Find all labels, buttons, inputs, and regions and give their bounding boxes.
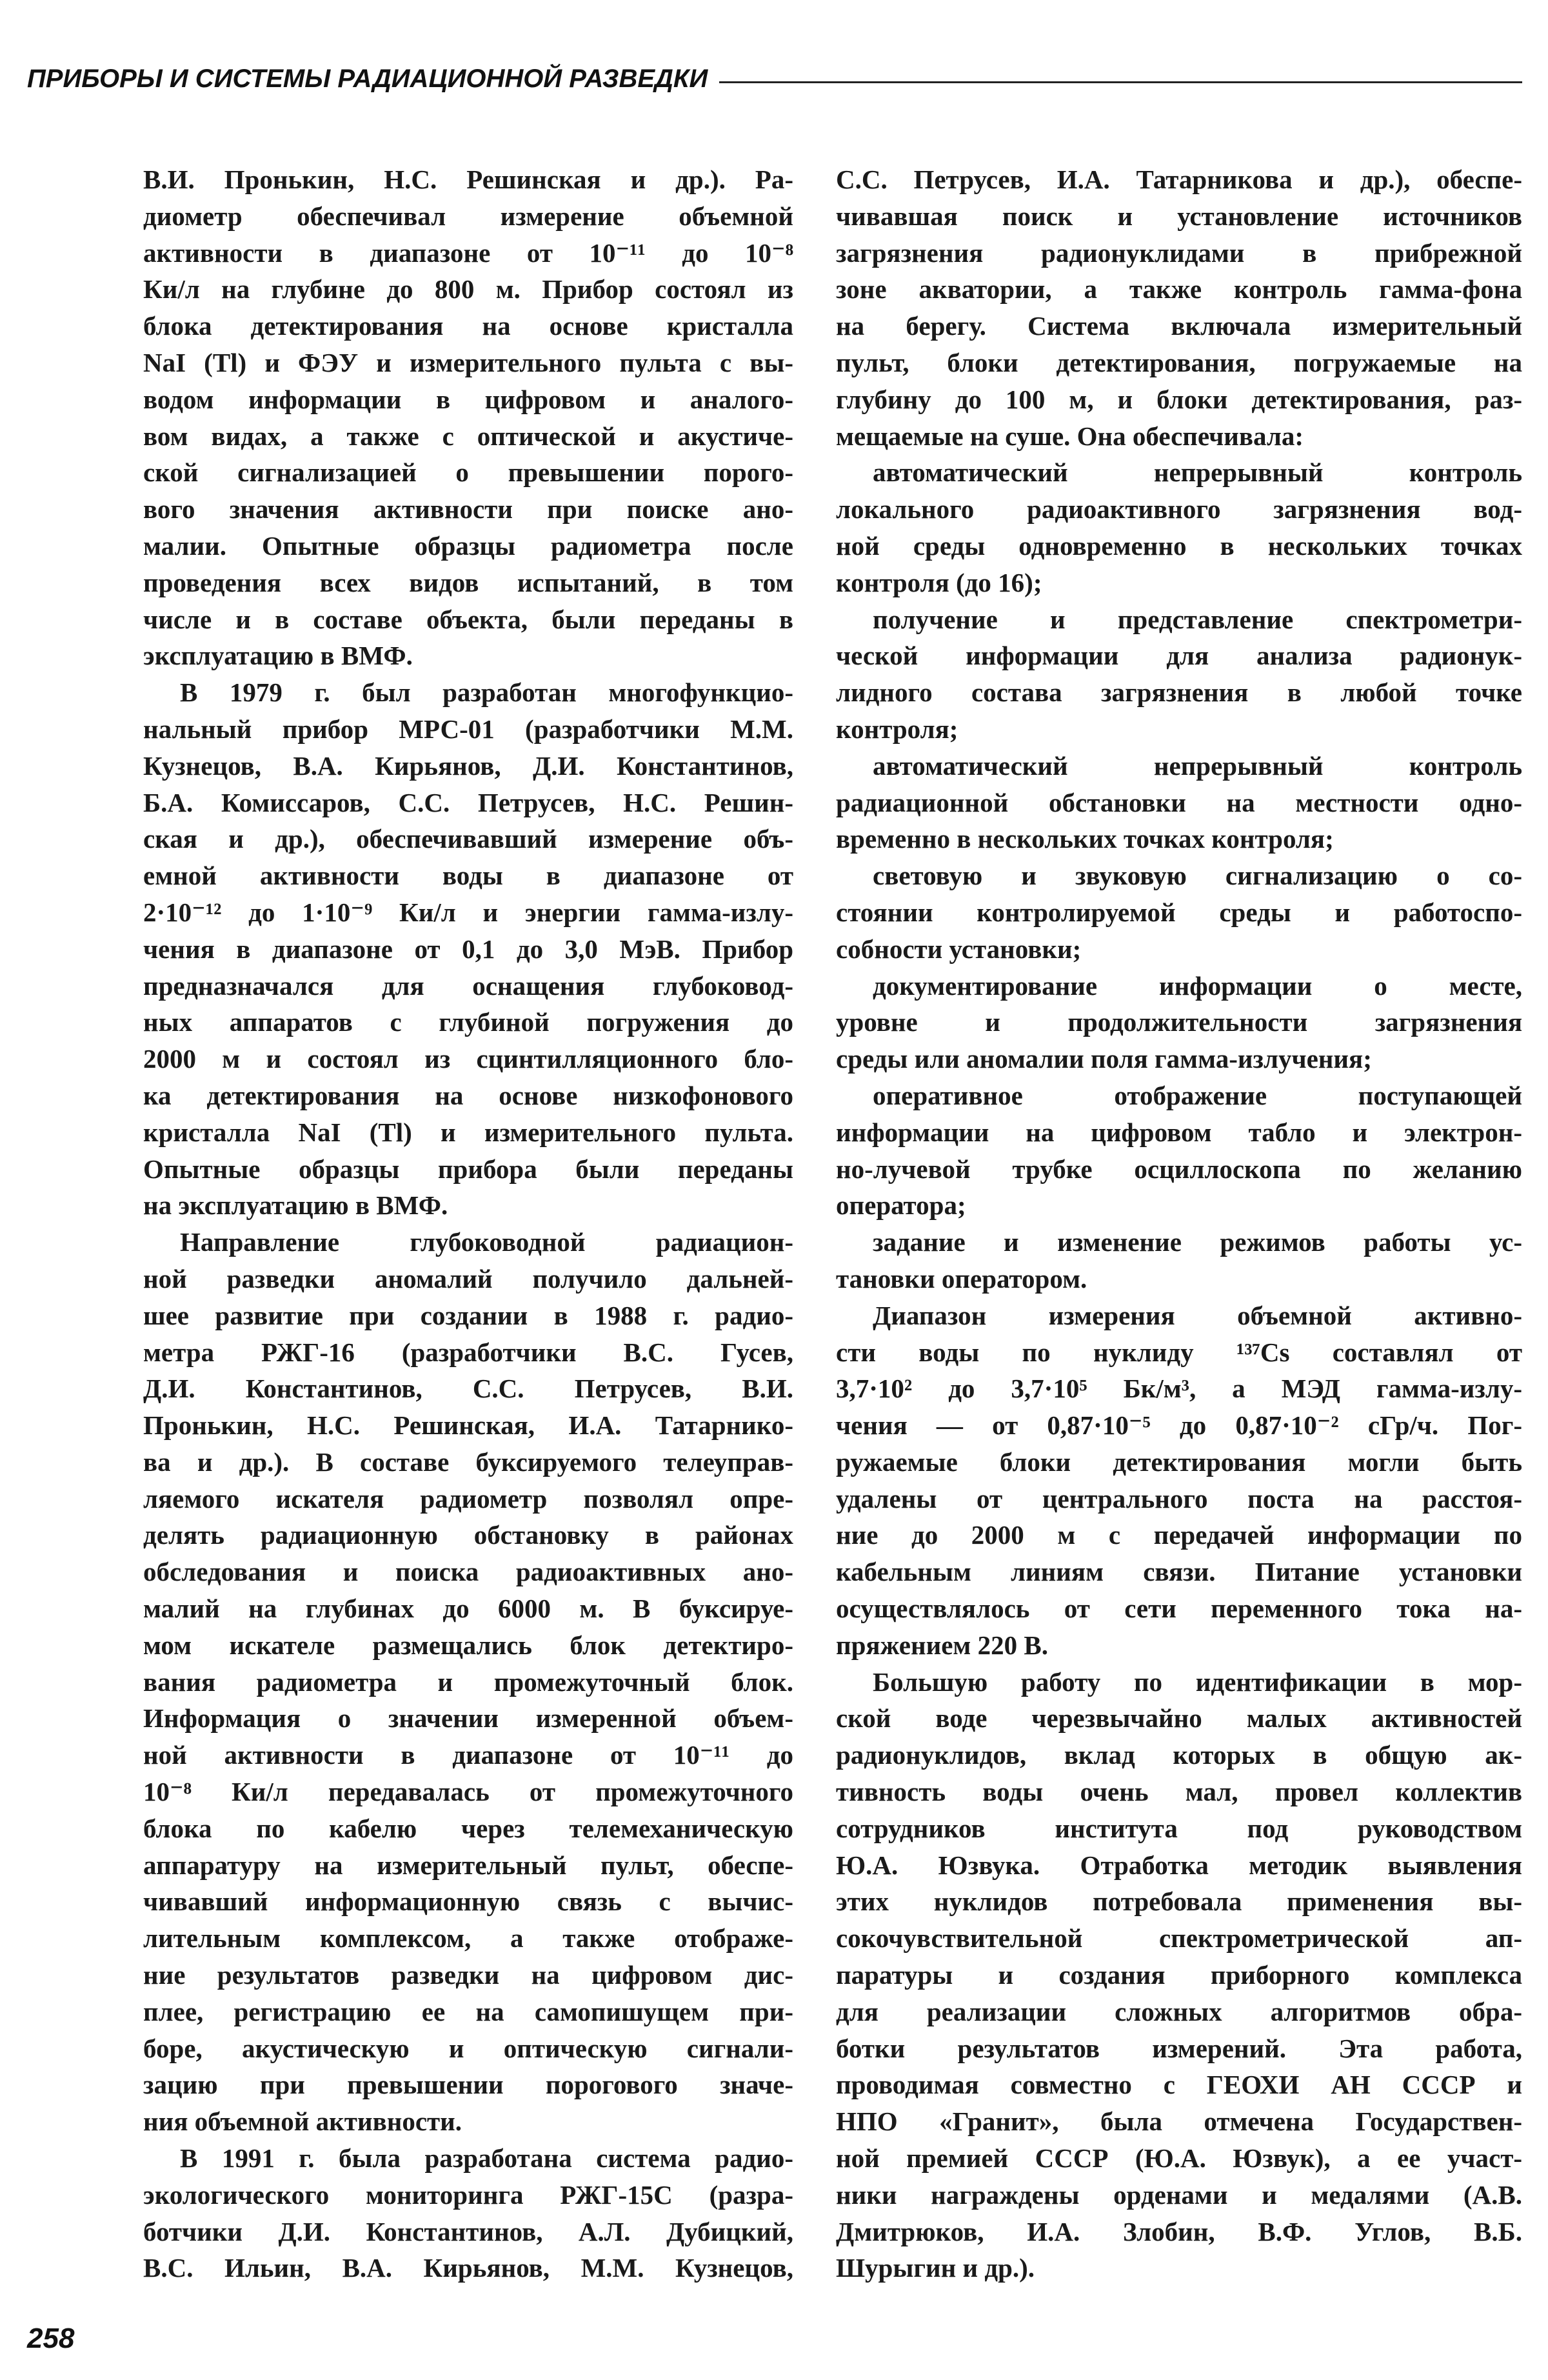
text-line: 10⁻⁸ Ки/л передавалась от промежуточного [143,1777,793,1807]
text-line: ние результатов разведки на цифровом дис- [143,1960,793,1990]
text-line: пряжением 220 В. [836,1630,1048,1660]
text-line: В 1991 г. была разработана система радио- [180,2143,793,2174]
text-line: удалены от центрального поста на расстоя- [836,1483,1522,1514]
text-line: плее, регистрацию ее на самопишущем при- [143,1996,793,2026]
text-line: Пронькин, Н.С. Решинская, И.А. Татарнико- [143,1410,793,1441]
text-line: ботки результатов измерений. Эта работа, [836,2033,1522,2063]
text-line: ской сигнализацией о превышении порого- [143,457,793,488]
text-line: тивность воды очень мал, провел коллектив [836,1777,1522,1807]
text-line: автоматический непрерывный контроль [873,750,1522,781]
text-line: радионуклидов, вклад которых в общую ак- [836,1740,1522,1770]
text-line: ва и др.). В составе буксируемого телеуправ- [143,1446,793,1477]
text-line: мом искателе размещались блок детектиро- [143,1630,793,1660]
text-line: задание и изменение режимов работы ус- [873,1227,1522,1257]
text-line: Информация о значении измеренной объем- [143,1703,793,1734]
text-line: предназначался для оснащения глубоковод- [143,970,793,1001]
paragraph [836,1664,1522,2287]
text-line: боре, акустическую и оптическую сигнали- [143,2033,793,2063]
header-rule-divider [719,81,1522,83]
text-line: локального радиоактивного загрязнения вод- [836,494,1522,525]
paragraph [143,674,793,1224]
text-line: чивавший информационную связь с вычис- [143,1886,793,1917]
text-line: ская и др.), обеспечивавший измерение объ- [143,824,793,854]
paragraph [143,1224,793,2140]
text-line: ной активности в диапазоне от 10⁻¹¹ до [143,1740,793,1770]
text-line: блока по кабелю через телемеханическую [143,1813,793,1843]
text-line: контроля; [836,714,958,744]
paragraph [836,161,1522,454]
text-line: ляемого искателя радиометр позволял опре- [143,1483,793,1514]
text-line: числе и в составе объекта, были переданы в [143,604,793,634]
text-line: В.И. Пронькин, Н.С. Решинская и др.). Ра- [143,165,793,194]
text-line: активности в диапазоне от 10⁻¹¹ до 10⁻⁸ [143,237,793,268]
text-line: чения в диапазоне от 0,1 до 3,0 МэВ. Прибор [143,934,793,964]
text-line: кристалла NaI (Tl) и измерительного пульта. [143,1117,793,1147]
paragraph [836,454,1522,601]
text-line: ружаемые блоки детектирования могли быть [836,1446,1522,1477]
text-line: этих нуклидов потребовала применения вы- [836,1886,1522,1917]
text-line: делять радиационную обстановку в районах [143,1520,793,1550]
text-line: сти воды по нуклиду ¹³⁷Cs составлял от [836,1337,1522,1367]
text-line: 2000 м и состоял из сцинтилляционного бло- [143,1044,793,1074]
text-line: метра РЖГ-16 (разработчики В.С. Гусев, [143,1337,793,1367]
text-line: вом видах, а также с оптической и акустиче- [143,421,793,451]
text-line: получение и представление спектрометри- [873,604,1522,634]
text-line: глубину до 100 м, и блоки детектирования, раз- [836,384,1522,414]
text-line: аппаратуру на измерительный пульт, обеспе- [143,1850,793,1880]
text-line: кабельным линиям связи. Питание установки [836,1557,1522,1587]
text-column-right [836,161,1522,2286]
text-line: С.С. Петрусев, И.А. Татарникова и др.), обеспе- [836,165,1522,194]
text-line: автоматический непрерывный контроль [873,457,1522,488]
paragraph [836,1077,1522,1224]
text-line: на эксплуатацию в ВМФ. [143,1190,448,1221]
text-line: собности установки; [836,934,1082,964]
text-line: лидного состава загрязнения в любой точке [836,677,1522,708]
text-line: тановки оператором. [836,1263,1087,1294]
text-line: шее развитие при создании в 1988 г. радио- [143,1300,793,1330]
text-line: ка детектирования на основе низкофонового [143,1080,793,1110]
text-line: блока детектирования на основе кристалла [143,311,793,341]
text-line: световую и звуковую сигнализацию о со- [873,861,1522,891]
text-line: Опытные образцы прибора были переданы [143,1154,793,1184]
text-line: вания радиометра и промежуточный блок. [143,1666,793,1697]
text-line: ческой информации для анализа радионук- [836,641,1522,671]
paragraph [836,1224,1522,1297]
text-line: уровне и продолжительности загрязнения [836,1007,1522,1037]
running-header-title: ПРИБОРЫ И СИСТЕМЫ РАДИАЦИОННОЙ РАЗВЕДКИ [27,64,708,93]
text-line: NaI (Tl) и ФЭУ и измерительного пульта с вы- [143,347,793,377]
text-line: емной активности воды в диапазоне от [143,861,793,891]
text-line: В.С. Ильин, В.А. Кирьянов, М.М. Кузнецов, [143,2253,793,2283]
text-line: ной премией СССР (Ю.А. Юзвук), а ее участ- [836,2143,1522,2174]
text-line: ния объемной активности. [143,2106,462,2137]
text-line: загрязнения радионуклидами в прибрежной [836,237,1522,268]
text-line: Диапазон измерения объемной активно- [873,1300,1522,1330]
text-line: ной разведки аномалий получило дальней- [143,1263,793,1294]
text-line: малии. Опытные образцы радиометра после [143,530,793,561]
paragraph [836,1297,1522,1664]
text-line: паратуры и создания приборного комплекса [836,1960,1522,1990]
text-line: ботчики Д.И. Константинов, А.Л. Дубицкий, [143,2216,793,2246]
text-line: вого значения активности при поиске ано- [143,494,793,525]
text-line: но-лучевой трубке осциллоскопа по желанию [836,1154,1522,1184]
text-line: ники награждены орденами и медалями (А.В. [836,2179,1522,2210]
text-line: нальный прибор МРС-01 (разработчики М.М. [143,714,793,744]
text-line: временно в нескольких точках контроля; [836,824,1334,854]
text-line: Большую работу по идентификации в мор- [873,1666,1522,1697]
paragraph [143,161,793,674]
text-line: диометр обеспечивал измерение объемной [143,201,793,231]
text-line: зацию при превышении порогового значе- [143,2070,793,2100]
text-line: пульт, блоки детектирования, погружаемые на [836,347,1522,377]
text-line: проводимая совместно с ГЕОХИ АН СССР и [836,2070,1522,2100]
text-line: чения — от 0,87·10⁻⁵ до 0,87·10⁻² сГр/ч. Пог- [836,1410,1522,1441]
text-line: проведения всех видов испытаний, в том [143,567,793,597]
text-line: Д.И. Константинов, С.С. Петрусев, В.И. [143,1374,793,1404]
text-line: экологического мониторинга РЖГ-15С (разра- [143,2179,793,2210]
text-line: чивавшая поиск и установление источников [836,201,1522,231]
text-line: обследования и поиска радиоактивных ано- [143,1557,793,1587]
text-line: сокочувствительной спектрометрической ап- [836,1923,1522,1954]
text-line: для реализации сложных алгоритмов обра- [836,1996,1522,2026]
text-line: оператора; [836,1190,966,1221]
text-line: Ю.А. Юзвука. Отработка методик выявления [836,1850,1522,1880]
text-column-left [143,161,793,2286]
text-line: В 1979 г. был разработан многофункцио- [180,677,793,708]
text-line: Направление глубоководной радиацион- [180,1227,793,1257]
text-line: стоянии контролируемой среды и работоспо- [836,897,1522,927]
text-line: Дмитрюков, И.А. Злобин, В.Ф. Углов, В.Б. [836,2216,1522,2246]
paragraph [143,2140,793,2286]
text-line: сотрудников института под руководством [836,1813,1522,1843]
text-line: мещаемые на суше. Она обеспечивала: [836,421,1304,451]
text-line: Ки/л на глубине до 800 м. Прибор состоял из [143,274,793,305]
text-line: на берегу. Система включала измерительный [836,311,1522,341]
paragraph [836,601,1522,748]
text-line: ние до 2000 м с передачей информации по [836,1520,1522,1550]
text-line: зоне акватории, а также контроль гамма-фона [836,274,1522,305]
page-number: 258 [27,2323,75,2354]
text-line: малий на глубинах до 6000 м. В буксируе- [143,1594,793,1624]
text-line: НПО «Гранит», была отмечена Государствен- [836,2106,1522,2137]
text-line: ной среды одновременно в нескольких точках [836,530,1522,561]
paragraph [836,968,1522,1077]
text-line: Б.А. Комиссаров, С.С. Петрусев, Н.С. Решин- [143,787,793,817]
text-line: осуществлялось от сети переменного тока на- [836,1594,1522,1624]
text-line: эксплуатацию в ВМФ. [143,641,413,671]
text-line: Шурыгин и др.). [836,2253,1035,2283]
paragraph [836,857,1522,967]
text-line: лительным комплексом, а также отображе- [143,1923,793,1954]
text-line: документирование информации о месте, [873,970,1522,1001]
text-line: водом информации в цифровом и аналого- [143,384,793,414]
text-line: контроля (до 16); [836,567,1042,597]
text-line: 2·10⁻¹² до 1·10⁻⁹ Ки/л и энергии гамма-излу- [143,897,793,927]
text-line: 3,7·10² до 3,7·10⁵ Бк/м³, а МЭД гамма-излу- [836,1374,1522,1404]
running-header [27,59,1522,98]
text-line: ных аппаратов с глубиной погружения до [143,1007,793,1037]
text-line: радиационной обстановки на местности одно- [836,787,1522,817]
text-line: информации на цифровом табло и электрон- [836,1117,1522,1147]
text-line: Кузнецов, В.А. Кирьянов, Д.И. Константинов, [143,750,793,781]
text-line: среды или аномалии поля гамма-излучения; [836,1044,1372,1074]
text-line: ской воде черезвычайно малых активностей [836,1703,1522,1734]
text-line: оперативное отображение поступающей [873,1080,1522,1110]
paragraph [836,748,1522,857]
